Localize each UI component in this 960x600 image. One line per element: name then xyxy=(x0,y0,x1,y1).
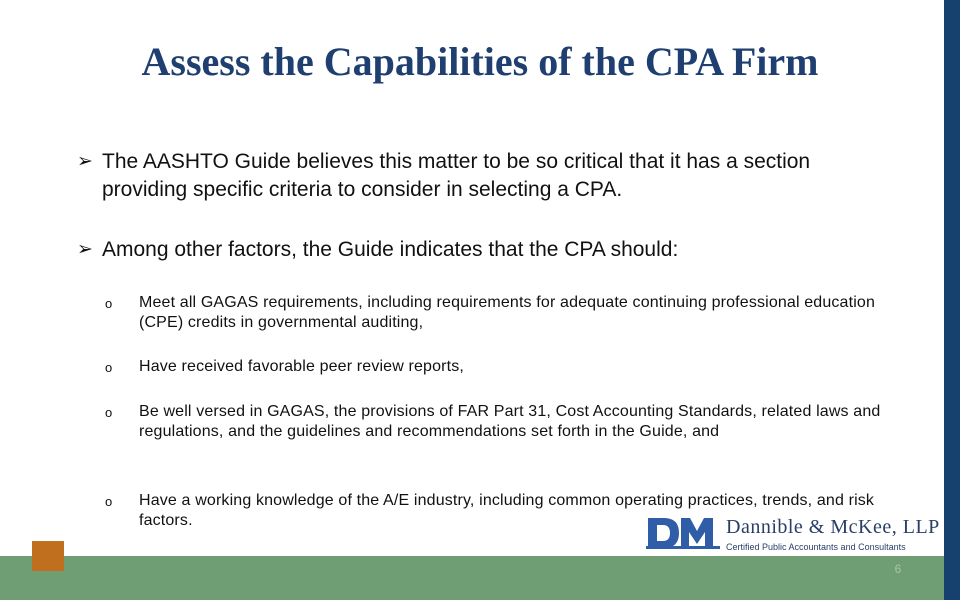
arrow-bullet-icon: ➢ xyxy=(77,151,93,172)
sub-bullet-text: Meet all GAGAS requirements, including requirements for adequate continuing professional education (CPE) credits in governmental auditing, xyxy=(139,294,876,331)
sub-bullet xyxy=(105,357,895,377)
company-name: Dannible & McKee, LLP xyxy=(726,516,940,538)
circle-bullet-icon: o xyxy=(105,360,113,375)
company-logo xyxy=(646,512,940,552)
circle-bullet-icon: o xyxy=(105,494,113,509)
right-accent-band xyxy=(944,0,960,600)
page-number: 6 xyxy=(894,562,902,576)
circle-bullet-icon: o xyxy=(105,296,113,311)
slide-title: Assess the Capabilities of the CPA Firm xyxy=(141,39,819,84)
main-bullet xyxy=(77,148,897,204)
sub-bullet-text: Have a working knowledge of the A/E industry, including common operating practices, trends, and risk factors. xyxy=(139,492,875,529)
sub-bullet-text: Have received favorable peer review reports, xyxy=(139,358,464,375)
main-bullet xyxy=(77,236,897,264)
sub-bullet-text: Be well versed in GAGAS, the provisions of FAR Part 31, Cost Accounting Standards, related laws and regulations, and the guidelines and recommendations set forth in the Guide, and xyxy=(139,403,881,440)
main-bullet-text: The AASHTO Guide believes this matter to be so critical that it has a section providing specific criteria to consider in selecting a CPA. xyxy=(102,150,811,201)
arrow-bullet-icon: ➢ xyxy=(77,239,93,260)
sub-bullet xyxy=(105,402,895,442)
circle-bullet-icon: o xyxy=(105,405,113,420)
dm-monogram-logo xyxy=(646,516,720,550)
accent-square xyxy=(32,541,64,571)
company-tagline: Certified Public Accountants and Consultants xyxy=(726,542,906,552)
footer-band xyxy=(0,556,944,600)
main-bullet-text: Among other factors, the Guide indicates that the CPA should: xyxy=(102,238,679,261)
sub-bullet xyxy=(105,293,895,333)
